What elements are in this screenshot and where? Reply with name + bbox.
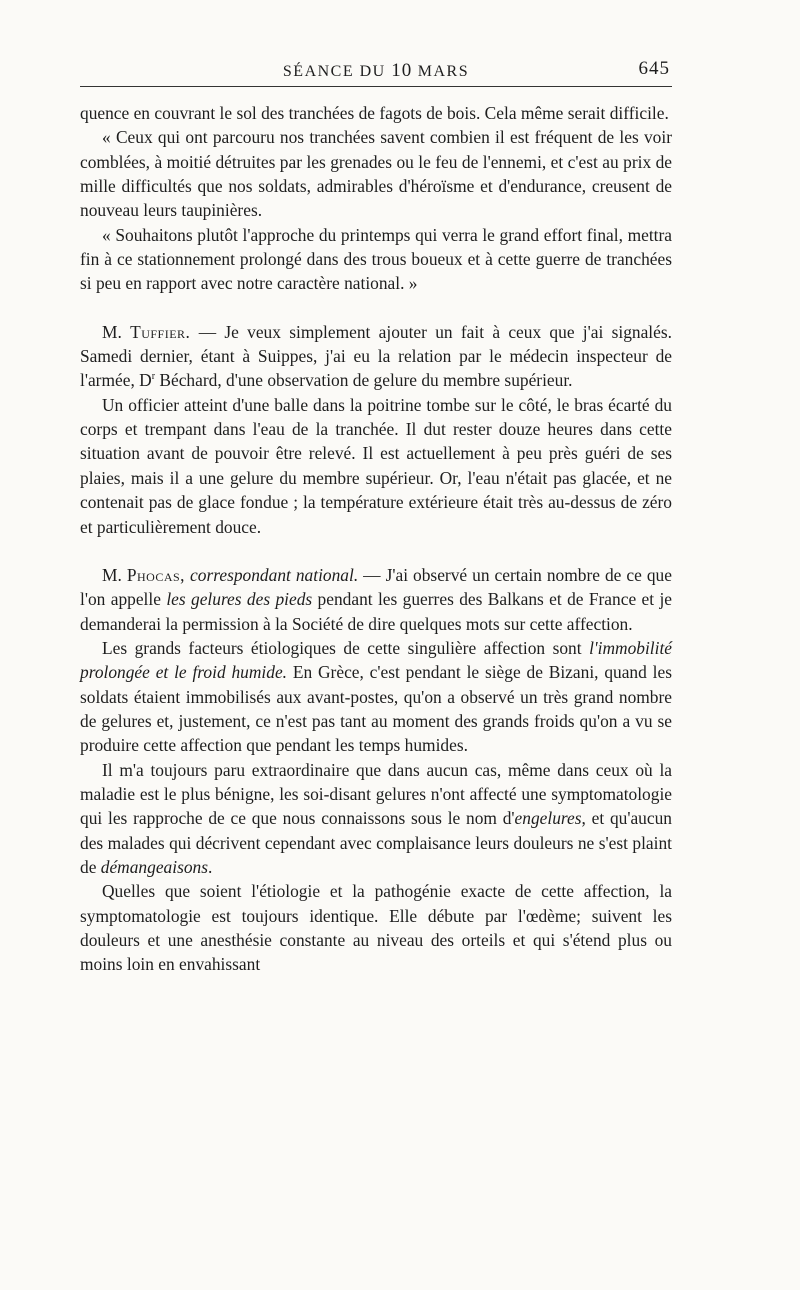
page-number: 645 — [638, 58, 670, 79]
phocas-text-b: pendant les guerres des Balkans et de France et je demanderai la permission à la Société de dire quelques mots sur cette affection. — [80, 589, 672, 634]
page-body — [80, 101, 672, 977]
engelures-text-a: Il m'a toujours paru extraordinaire que dans aucun cas, même dans ceux où la maladie est le plus bénigne, les soi-disant gelures n'ont affecté une symptomatologie qui les rapproche de ce que nous connaissons sous le nom d' — [80, 759, 672, 829]
paragraph-tuffier — [80, 320, 672, 393]
tuffier-text-b: Béchard, d'une observation de gelure du membre supérieur. — [155, 370, 573, 391]
header-title-part1: SÉANCE DU — [282, 63, 392, 80]
document-page — [80, 52, 672, 977]
speaker-role: correspondant national. — [190, 564, 359, 585]
etiology-text-b: En Grèce, c'est pendant le siège de Bizani, quand les soldats étaient immobilisés aux avant-postes, qu'on a observé un très grand nombre de gelures et, justement, ce n'est pas tant au moment des grands froids qu'on a vu se produire cette affection que pendant les temps humides. — [80, 662, 672, 756]
paragraph-engelures — [80, 758, 672, 880]
paragraph-spring: « Souhaitons plutôt l'approche du printemps qui verra le grand effort final, mettra fin à ce stationnement prolongé dans des trous boueux et à cette guerre de tranchées si peu en rapport avec notre caractère national. » — [80, 224, 672, 294]
engelures-text-c: . — [208, 856, 213, 877]
tuffier-text-a: — Je veux simplement ajouter un fait à ceux que j'ai signalés. Samedi dernier, étant à Suippes, j'ai eu la relation par le médecin inspecteur de l'armée, D — [80, 321, 672, 391]
phocas-italic-term: les gelures des pieds — [166, 589, 313, 610]
paragraph-continuation: quence en couvrant le sol des tranchées de fagots de bois. Cela même serait difficile. — [80, 103, 669, 123]
paragraph-officer: Un officier atteint d'une balle dans la poitrine tombe sur le côté, le bras écarté du corps et trempant dans l'eau de la tranchée. Il dut rester douze heures dans cette situation avant de pouvoir être relevé. Il est actuellement à peu près guéri de ses plaies, mais il a une gelure du membre supérieur. Or, l'eau n'était pas glacée, et ne contenait pas de glace fondue ; la température extérieure était très au-dessus de zéro et particulièrement douce. — [80, 394, 672, 537]
paragraph-etiology — [80, 636, 672, 758]
speaker-tuffier: Tuffier. — [130, 321, 191, 342]
running-header — [80, 52, 672, 87]
engelures-text-b: , et qu'aucun des malades qui décrivent cependant avec complaisance leurs douleurs ne s'est plaint de — [80, 808, 672, 877]
paragraph-symptomatology: Quelles que soient l'étiologie et la pathogénie exacte de cette affection, la symptomatologie est toujours identique. Elle débute par l'œdème; suivent les douleurs et une anesthésie constante au niveau des orteils et qui s'étend plus ou moins loin en envahissant — [80, 881, 672, 975]
speaker-phocas: Phocas, — [126, 564, 186, 585]
header-title-part2: MARS — [412, 63, 470, 80]
header-title — [80, 60, 672, 82]
demangeaisons-italic: démangeaisons — [100, 856, 208, 877]
etiology-italic: l'immobilité prolongée et le froid humide. — [80, 637, 672, 683]
paragraph-phocas — [80, 563, 672, 636]
engelures-italic: engelures — [514, 808, 582, 829]
paragraph-trenches: « Ceux qui ont parcouru nos tranchées savent combien il est fréquent de les voir comblées, à moitié détruites par les grenades ou le feu de l'ennemi, et c'est au prix de mille difficultés que nos soldats, admirables d'héroïsme et d'endurance, creusent de nouveau leurs taupinières. — [80, 127, 672, 221]
phocas-text-a: — J'ai observé un certain nombre de ce que l'on appelle — [80, 564, 672, 610]
header-title-date: 10 — [391, 60, 413, 81]
speaker-prefix: M. — [102, 564, 127, 585]
doctor-superscript: r — [151, 371, 156, 383]
speaker-prefix: M. — [102, 321, 131, 342]
etiology-text-a: Les grands facteurs étiologiques de cette singulière affection sont — [102, 637, 590, 658]
